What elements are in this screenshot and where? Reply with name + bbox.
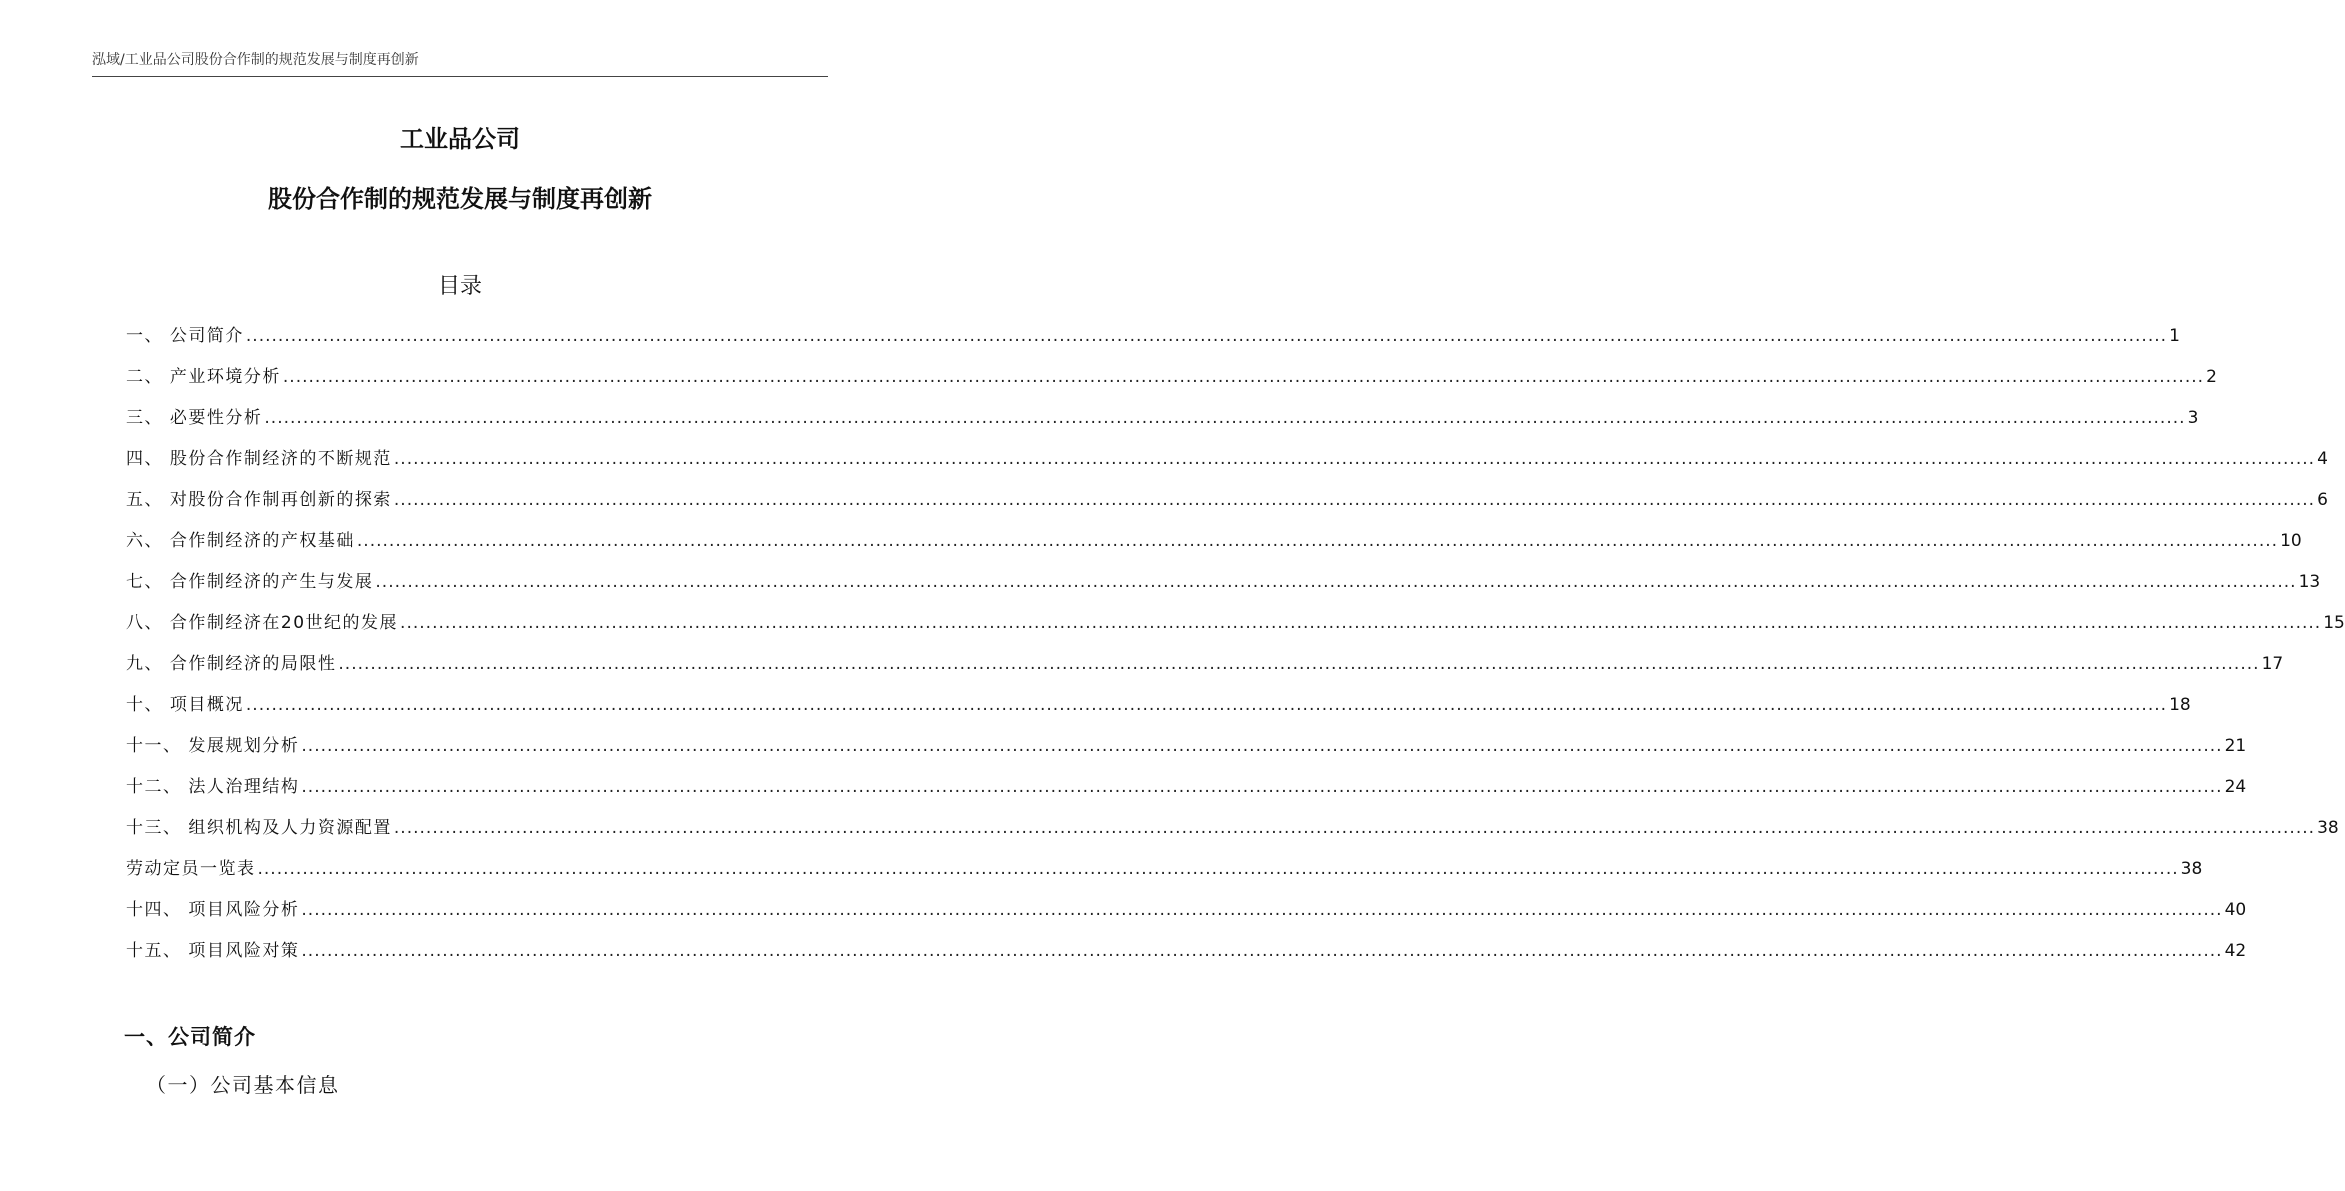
toc-entry[interactable] (126, 486, 2328, 527)
toc-entry-page-number: 4 (2317, 449, 2328, 469)
toc-dot-leader: ............................................................................................................................................................................................................................................................................................................ (393, 490, 2316, 510)
toc-dot-leader: ............................................................................................................................................................................................................................................................................................................ (356, 531, 2279, 551)
running-header: 泓域/工业品公司股份合作制的规范发展与制度再创新 (92, 52, 419, 68)
toc-entry-page-number: 42 (2224, 941, 2247, 961)
toc-entry-label: 十四、 项目风险分析 (126, 900, 300, 920)
toc-dot-leader: ............................................................................................................................................................................................................................................................................................................ (245, 695, 2168, 715)
toc-entry[interactable] (126, 773, 2247, 814)
document-title-line-2: 股份合作制的规范发展与制度再创新 (268, 185, 652, 213)
toc-entry-label: 一、 公司简介 (126, 326, 244, 346)
toc-entry[interactable] (126, 896, 2247, 937)
toc-entry-page-number: 10 (2280, 531, 2302, 551)
toc-entry[interactable] (126, 568, 2321, 609)
toc-entry-label: 二、 产业环境分析 (126, 367, 281, 387)
toc-entry[interactable] (126, 445, 2328, 486)
toc-dot-leader: ............................................................................................................................................................................................................................................................................................................ (301, 736, 2223, 756)
toc-entry[interactable] (126, 322, 2180, 363)
toc-entry-label: 五、 对股份合作制再创新的探索 (126, 490, 392, 510)
toc-entry-page-number: 13 (2298, 572, 2321, 592)
toc-dot-leader: ............................................................................................................................................................................................................................................................................................................ (301, 941, 2223, 961)
toc-entry-page-number: 17 (2261, 654, 2284, 674)
toc-dot-leader: ............................................................................................................................................................................................................................................................................................................ (301, 777, 2223, 797)
toc-entry-page-number: 1 (2169, 326, 2180, 346)
toc-entry[interactable] (126, 691, 2191, 732)
toc-entry-label: 四、 股份合作制经济的不断规范 (126, 449, 392, 469)
toc-dot-leader: ............................................................................................................................................................................................................................................................................................................ (257, 859, 2179, 879)
toc-entry-page-number: 18 (2169, 695, 2191, 715)
section-heading: 一、公司简介 (124, 1025, 256, 1049)
toc-entry-page-number: 6 (2317, 490, 2328, 510)
toc-dot-leader: ............................................................................................................................................................................................................................................................................................................ (393, 818, 2316, 838)
toc-entry[interactable] (126, 937, 2247, 978)
toc-entry-page-number: 40 (2224, 900, 2247, 920)
toc-entry[interactable] (126, 650, 2284, 691)
toc-entry-page-number: 3 (2187, 408, 2199, 428)
toc-entry-label: 九、 合作制经济的局限性 (126, 654, 337, 674)
toc-entry[interactable] (126, 814, 2339, 855)
toc-entry[interactable] (126, 404, 2199, 445)
toc-entry-label: 十五、 项目风险对策 (126, 941, 300, 961)
toc-entry-label: 十三、 组织机构及人力资源配置 (126, 818, 392, 838)
toc-dot-leader: ............................................................................................................................................................................................................................................................................................................ (245, 326, 2168, 346)
toc-entry[interactable] (126, 527, 2302, 568)
toc-entry[interactable] (126, 609, 2345, 650)
toc-entry-label: 劳动定员一览表 (126, 859, 256, 879)
toc-entry-label: 十二、 法人治理结构 (126, 777, 300, 797)
toc-entry-page-number: 38 (2180, 859, 2203, 879)
header-divider (92, 76, 828, 77)
subsection-heading: （一）公司基本信息 (146, 1073, 340, 1097)
toc-entry[interactable] (126, 363, 2217, 404)
toc-dot-leader: ............................................................................................................................................................................................................................................................................................................ (400, 613, 2322, 633)
toc-dot-leader: ............................................................................................................................................................................................................................................................................................................ (301, 900, 2223, 920)
toc-entry-page-number: 21 (2224, 736, 2247, 756)
toc-entry-label: 十一、 发展规划分析 (126, 736, 300, 756)
table-of-contents (126, 322, 2345, 978)
document-title-line-1: 工业品公司 (400, 125, 520, 153)
toc-entry-page-number: 2 (2206, 367, 2217, 387)
toc-dot-leader: ............................................................................................................................................................................................................................................................................................................ (338, 654, 2260, 674)
toc-dot-leader: ............................................................................................................................................................................................................................................................................................................ (264, 408, 2186, 428)
toc-entry[interactable] (126, 732, 2247, 773)
toc-entry-label: 十、 项目概况 (126, 695, 244, 715)
toc-dot-leader: ............................................................................................................................................................................................................................................................................................................ (282, 367, 2205, 387)
toc-entry-label: 八、 合作制经济在20世纪的发展 (126, 613, 399, 633)
toc-dot-leader: ............................................................................................................................................................................................................................................................................................................ (375, 572, 2297, 592)
toc-entry-label: 六、 合作制经济的产权基础 (126, 531, 355, 551)
toc-entry[interactable] (126, 855, 2203, 896)
toc-entry-page-number: 24 (2224, 777, 2247, 797)
toc-dot-leader: ............................................................................................................................................................................................................................................................................................................ (393, 449, 2316, 469)
toc-heading: 目录 (437, 274, 482, 299)
toc-entry-page-number: 15 (2323, 613, 2345, 633)
toc-entry-label: 三、 必要性分析 (126, 408, 263, 428)
toc-entry-page-number: 38 (2317, 818, 2339, 838)
toc-entry-label: 七、 合作制经济的产生与发展 (126, 572, 374, 592)
